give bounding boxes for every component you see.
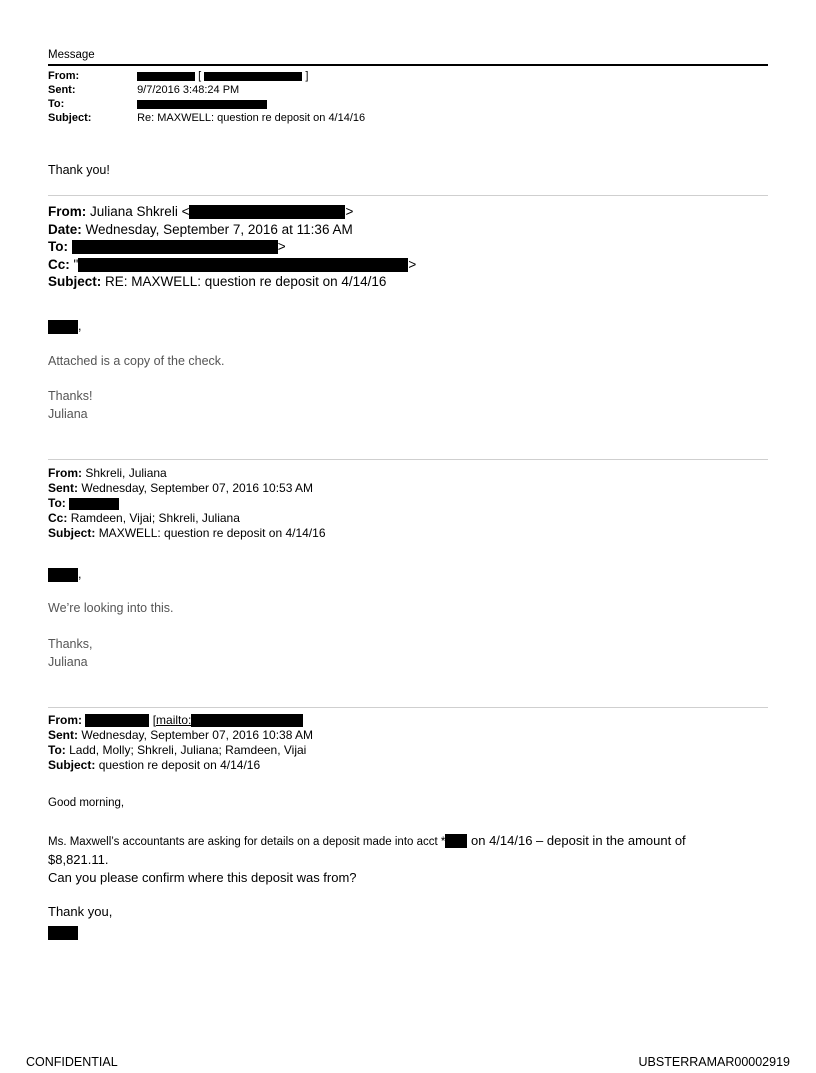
header-to-row: [48, 97, 748, 111]
email3-sent-label: Sent:: [48, 481, 78, 495]
email2-to-row: [48, 238, 768, 256]
email2-subject-label: Subject:: [48, 274, 102, 289]
email3-from-row: [48, 466, 768, 481]
header-from-row: [48, 69, 748, 83]
email2-from-row: [48, 203, 768, 221]
email2-date-value: Wednesday, September 7, 2016 at 11:36 AM: [85, 221, 353, 237]
subject-value: Re: MAXWELL: question re deposit on 4/14/16: [137, 112, 366, 124]
email2-date-label: Date:: [48, 221, 82, 237]
sent-value: 9/7/2016 3:48:24 PM: [137, 84, 240, 96]
redaction-box: [445, 834, 467, 848]
email4-from-label: From:: [48, 713, 82, 727]
email2-signoff: Thanks!: [48, 389, 93, 403]
email4-sent-row: [48, 728, 768, 743]
email4-sent-label: Sent:: [48, 728, 78, 742]
separator-1: [48, 195, 768, 196]
email4-signature: [48, 924, 78, 942]
email2-subject-row: [48, 273, 768, 291]
email2-signature: Juliana: [48, 407, 88, 421]
message-title: Message: [48, 49, 95, 61]
redaction-box: [204, 72, 302, 81]
email4-para-line3: Can you please confirm where this deposit was from?: [48, 870, 357, 885]
email3-signoff: Thanks,: [48, 637, 93, 651]
email3-body: We’re looking into this.: [48, 601, 174, 615]
email4-para-line1: [48, 832, 768, 851]
email2-to-label: To:: [48, 239, 68, 254]
footer-confidential: CONFIDENTIAL: [26, 1055, 118, 1069]
separator-2: [48, 459, 768, 460]
email4-subject-label: Subject:: [48, 758, 96, 772]
header-rule: [48, 64, 768, 66]
email4-to-value: Ladd, Molly; Shkreli, Juliana; Ramdeen, Vijai: [69, 743, 307, 757]
email3-subject-label: Subject:: [48, 526, 96, 540]
cc-quote: ": [73, 256, 79, 272]
gt: >: [277, 239, 286, 254]
message-header-block: [48, 69, 748, 125]
header-sent-row: [48, 83, 748, 97]
email3-cc-value: Ramdeen, Vijai; Shkreli, Juliana: [70, 511, 240, 525]
email4-para-line2: $8,821.11.: [48, 852, 109, 867]
comma: ,: [78, 567, 82, 581]
email3-sent-row: [48, 481, 768, 496]
email4-from-row: [48, 713, 768, 728]
redaction-box: [78, 258, 408, 272]
email2-from-label: From:: [48, 204, 87, 219]
redaction-box: [137, 100, 267, 109]
redaction-box: [69, 498, 119, 510]
email4-subject-row: [48, 758, 768, 773]
email4-para1-a: Ms. Maxwell’s accountants are asking for details on a deposit made into acct *: [48, 836, 446, 848]
redaction-box: [191, 714, 303, 727]
header-subject-row: [48, 111, 748, 125]
redaction-box: [189, 205, 345, 219]
email4-mailto: [mailto:: [152, 713, 192, 727]
redaction-box: [137, 72, 195, 81]
to-label: To:: [48, 98, 65, 110]
email3-salutation: [48, 566, 81, 582]
redaction-box: [48, 320, 78, 334]
email4-header: [48, 713, 768, 773]
comma: ,: [78, 319, 82, 333]
sent-label: Sent:: [48, 84, 76, 96]
redaction-box: [48, 568, 78, 582]
bracket-close: ]: [305, 70, 309, 82]
email4-para1-b: on 4/14/16 – deposit in the amount of: [467, 833, 686, 848]
email2-date-row: [48, 221, 768, 239]
email3-subject-row: [48, 526, 768, 541]
gt: >: [408, 256, 417, 272]
separator-3: [48, 707, 768, 708]
email2-salutation: [48, 318, 81, 334]
email2-from-name: Juliana Shkreli <: [90, 204, 190, 219]
email3-to-label: To:: [48, 496, 66, 510]
email2-body: Attached is a copy of the check.: [48, 354, 225, 368]
email4-paragraph: [48, 832, 768, 887]
redaction-box: [72, 240, 278, 254]
email3-signature: Juliana: [48, 655, 88, 669]
email3-cc-label: Cc:: [48, 511, 68, 525]
redaction-box: [85, 714, 149, 727]
email2-subject-value: RE: MAXWELL: question re deposit on 4/14/16: [105, 274, 387, 289]
email3-header: [48, 466, 768, 541]
email2-cc-row: [48, 256, 768, 274]
email4-sent-value: Wednesday, September 07, 2016 10:38 AM: [81, 728, 314, 742]
redaction-box: [48, 926, 78, 940]
email4-closing: Thank you,: [48, 904, 113, 919]
email2-cc-label: Cc:: [48, 256, 70, 272]
gt: >: [345, 204, 354, 219]
email4-greeting: Good morning,: [48, 797, 125, 809]
email3-from-value: Shkreli, Juliana: [85, 466, 167, 480]
email3-sent-value: Wednesday, September 07, 2016 10:53 AM: [81, 481, 314, 495]
email4-to-row: [48, 743, 768, 758]
footer-bates-number: UBSTERRAMAR00002919: [638, 1055, 790, 1069]
email3-subject-value: MAXWELL: question re deposit on 4/14/16: [98, 526, 326, 540]
email3-cc-row: [48, 511, 768, 526]
subject-label: Subject:: [48, 112, 92, 124]
bracket-open: [: [198, 70, 202, 82]
email3-to-row: [48, 496, 768, 511]
email2-header: [48, 203, 768, 291]
email4-to-label: To:: [48, 743, 66, 757]
email4-subject-value: question re deposit on 4/14/16: [98, 758, 261, 772]
email3-from-label: From:: [48, 466, 82, 480]
reply-body: Thank you!: [48, 163, 110, 177]
from-label: From:: [48, 70, 80, 82]
